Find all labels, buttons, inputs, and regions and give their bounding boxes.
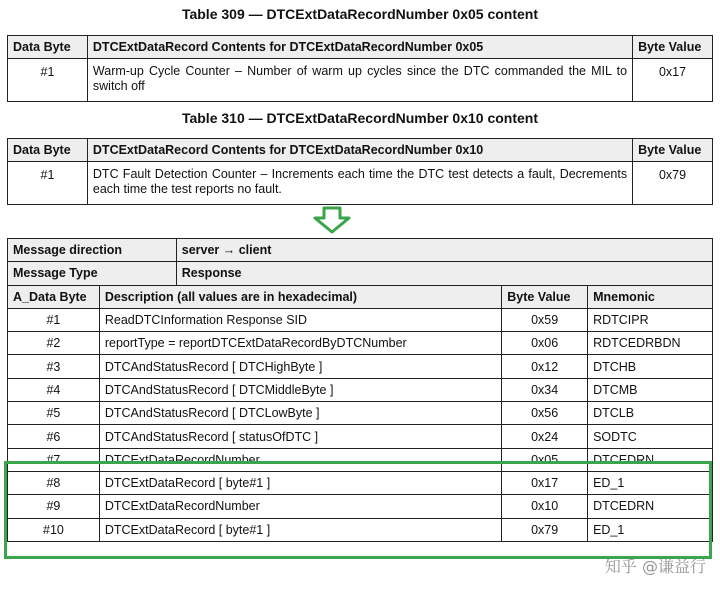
table-row bbox=[8, 355, 713, 378]
column-header-contents: DTCExtDataRecord Contents for DTCExtDataRecordNumber 0x10 bbox=[87, 139, 632, 162]
description-cell: DTCAndStatusRecord [ DTCHighByte ] bbox=[99, 355, 501, 378]
table-row bbox=[8, 332, 713, 355]
byte-value-cell: 0x10 bbox=[502, 495, 588, 518]
message-type-label: Message Type bbox=[8, 262, 177, 285]
column-header-contents: DTCExtDataRecord Contents for DTCExtDataRecordNumber 0x05 bbox=[87, 36, 632, 59]
column-header-byte-value: Byte Value bbox=[633, 139, 713, 162]
data-byte-cell: #1 bbox=[8, 59, 88, 102]
column-header-a-data-byte: A_Data Byte bbox=[8, 285, 100, 308]
column-header-byte-value: Byte Value bbox=[633, 36, 713, 59]
data-byte-cell: #10 bbox=[8, 518, 100, 541]
description-cell: reportType = reportDTCExtDataRecordByDTCNumber bbox=[99, 332, 501, 355]
mnemonic-cell: RDTCIPR bbox=[588, 308, 713, 331]
table-row bbox=[8, 59, 713, 102]
byte-value-cell: 0x05 bbox=[502, 448, 588, 471]
mnemonic-cell: DTCEDRN bbox=[588, 495, 713, 518]
byte-value-cell: 0x79 bbox=[633, 162, 713, 205]
data-byte-cell: #5 bbox=[8, 402, 100, 425]
data-byte-cell: #2 bbox=[8, 332, 100, 355]
byte-value-cell: 0x17 bbox=[633, 59, 713, 102]
mnemonic-cell: DTCHB bbox=[588, 355, 713, 378]
column-header-byte-value: Byte Value bbox=[502, 285, 588, 308]
byte-value-cell: 0x24 bbox=[502, 425, 588, 448]
data-byte-cell: #8 bbox=[8, 471, 100, 494]
byte-value-cell: 0x12 bbox=[502, 355, 588, 378]
contents-cell: Warm-up Cycle Counter – Number of warm up cycles since the DTC commanded the MIL to switch off bbox=[87, 59, 632, 102]
response-rows bbox=[8, 308, 713, 541]
message-type-row bbox=[8, 262, 713, 285]
contents-cell: DTC Fault Detection Counter – Increments each time the DTC test detects a fault, Decrements each time the test reports no fault. bbox=[87, 162, 632, 205]
description-cell: DTCAndStatusRecord [ statusOfDTC ] bbox=[99, 425, 501, 448]
data-byte-cell: #6 bbox=[8, 425, 100, 448]
response-message-table bbox=[7, 238, 713, 542]
message-direction-row bbox=[8, 239, 713, 262]
table-row bbox=[8, 448, 713, 471]
table-header-row bbox=[8, 285, 713, 308]
byte-value-cell: 0x17 bbox=[502, 471, 588, 494]
description-cell: DTCAndStatusRecord [ DTCMiddleByte ] bbox=[99, 378, 501, 401]
mnemonic-cell: DTCMB bbox=[588, 378, 713, 401]
message-type-value: Response bbox=[176, 262, 712, 285]
byte-value-cell: 0x59 bbox=[502, 308, 588, 331]
byte-value-cell: 0x34 bbox=[502, 378, 588, 401]
description-cell: DTCExtDataRecord [ byte#1 ] bbox=[99, 518, 501, 541]
table-310 bbox=[7, 138, 713, 205]
table-row bbox=[8, 402, 713, 425]
mnemonic-cell: DTCLB bbox=[588, 402, 713, 425]
table-309-caption: Table 309 — DTCExtDataRecordNumber 0x05 content bbox=[181, 6, 539, 22]
table-row bbox=[8, 378, 713, 401]
column-header-data-byte: Data Byte bbox=[8, 139, 88, 162]
byte-value-cell: 0x79 bbox=[502, 518, 588, 541]
message-direction-value: server → client bbox=[176, 239, 712, 262]
table-header-row bbox=[8, 36, 713, 59]
data-byte-cell: #7 bbox=[8, 448, 100, 471]
description-cell: DTCExtDataRecordNumber bbox=[99, 448, 501, 471]
table-row bbox=[8, 471, 713, 494]
data-byte-cell: #1 bbox=[8, 162, 88, 205]
mnemonic-cell: DTCEDRN bbox=[588, 448, 713, 471]
table-309 bbox=[7, 35, 713, 102]
table-row bbox=[8, 308, 713, 331]
table-row bbox=[8, 518, 713, 541]
column-header-description: Description (all values are in hexadecimal) bbox=[99, 285, 501, 308]
mnemonic-cell: ED_1 bbox=[588, 471, 713, 494]
table-header-row bbox=[8, 139, 713, 162]
down-arrow-icon bbox=[312, 206, 352, 234]
data-byte-cell: #3 bbox=[8, 355, 100, 378]
table-310-caption: Table 310 — DTCExtDataRecordNumber 0x10 content bbox=[181, 110, 539, 126]
table-row bbox=[8, 495, 713, 518]
byte-value-cell: 0x06 bbox=[502, 332, 588, 355]
data-byte-cell: #9 bbox=[8, 495, 100, 518]
column-header-mnemonic: Mnemonic bbox=[588, 285, 713, 308]
description-cell: DTCExtDataRecord [ byte#1 ] bbox=[99, 471, 501, 494]
mnemonic-cell: RDTCEDRBDN bbox=[588, 332, 713, 355]
data-byte-cell: #4 bbox=[8, 378, 100, 401]
description-cell: DTCExtDataRecordNumber bbox=[99, 495, 501, 518]
watermark: 知乎 @谦益行 bbox=[604, 557, 706, 576]
data-byte-cell: #1 bbox=[8, 308, 100, 331]
column-header-data-byte: Data Byte bbox=[8, 36, 88, 59]
message-direction-label: Message direction bbox=[8, 239, 177, 262]
byte-value-cell: 0x56 bbox=[502, 402, 588, 425]
table-row bbox=[8, 425, 713, 448]
mnemonic-cell: SODTC bbox=[588, 425, 713, 448]
description-cell: DTCAndStatusRecord [ DTCLowByte ] bbox=[99, 402, 501, 425]
mnemonic-cell: ED_1 bbox=[588, 518, 713, 541]
description-cell: ReadDTCInformation Response SID bbox=[99, 308, 501, 331]
table-row bbox=[8, 162, 713, 205]
